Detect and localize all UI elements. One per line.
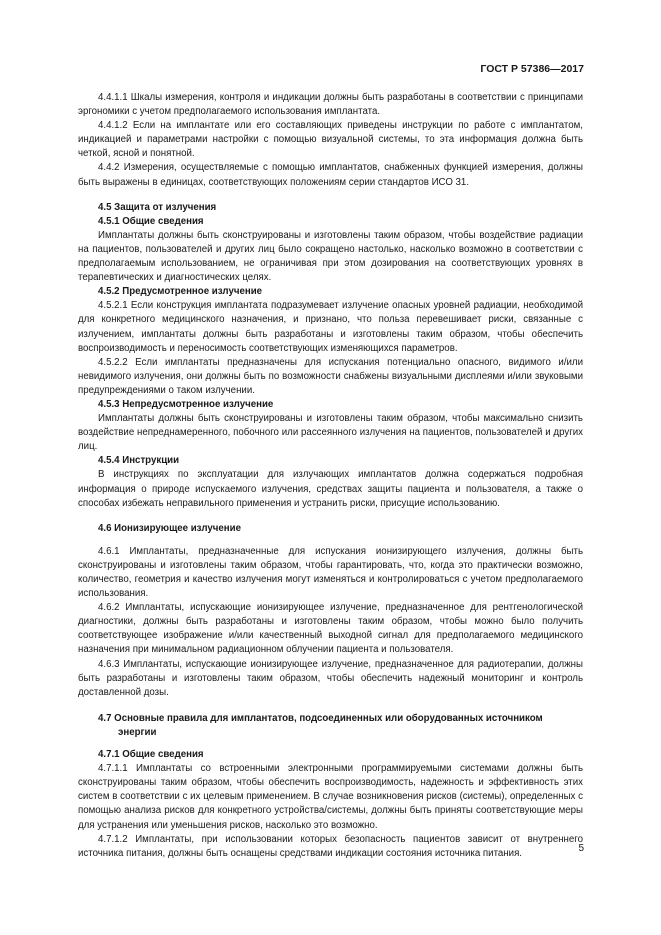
paragraph-4-5-2-2: 4.5.2.2 Если имплантаты предназначены для испускания потенциально опасного, видимого и/или невидимого излучения, они должны быть по возможности снабжены визуальными дисплеями и/или звуковыми предупреждениями о таком излучении. <box>78 356 583 396</box>
heading-4-7: 4.7 Основные правила для имплантатов, подсоединенных или оборудованных источником энергии <box>98 712 543 738</box>
heading-4-7-1: 4.7.1 Общие сведения <box>98 749 204 761</box>
heading-4-5-2: 4.5.2 Предусмотренное излучение <box>98 286 263 298</box>
heading-4-5-4: 4.5.4 Инструкции <box>98 455 180 467</box>
paragraph-4-5-2-1: 4.5.2.1 Если конструкция имплантата подразумевает излучение опасных уровней радиации, необходимой для конкретного медицинского назначения, и признано, что польза перевешивает риски, связанные с излучением, имплантаты должны быть разработаны и изготовлены таким образом, чтобы обеспечить воспроизводимость и переносимость соответствующих изменяющихся параметров. <box>78 300 583 354</box>
paragraph-4-4-1-1: 4.4.1.1 Шкалы измерения, контроля и индикации должны быть разработаны в соответствии с принципами эргономики с учетом предполагаемого использования имплантата. <box>78 92 583 118</box>
document-code: ГОСТ Р 57386—2017 <box>480 63 584 75</box>
heading-4-5-3: 4.5.3 Непредусмотренное излучение <box>98 398 274 410</box>
heading-4-5: 4.5 Защита от излучения <box>98 201 217 213</box>
paragraph-4-6-1: 4.6.1 Имплантаты, предназначенные для испускания ионизирующего излучения, должны быть сконструированы и изготовлены таким образом, чтобы гарантировать, что, когда это практически возможно, количество, геометрия и качество излучения могут изменяться и контролироваться с учетом предполагаемого использования. <box>78 545 583 600</box>
page-number: 5 <box>578 843 584 854</box>
paragraph-4-5-3: Имплантаты должны быть сконструированы и изготовлены таким образом, чтобы максимально снизить воздействие непреднамеренного, побочного или рассеянного излучения на пациентов, пользователей и других лиц. <box>78 413 583 453</box>
paragraph-4-6-3: 4.6.3 Имплантаты, испускающие ионизирующее излучение, предназначенное для радиотерапии, должны быть разработаны и изготовлены таким образом, чтобы обеспечить надежный мониторинг и контроль доставленной дозы. <box>78 658 583 698</box>
heading-4-6: 4.6 Ионизирующее излучение <box>98 522 241 534</box>
heading-4-5-1: 4.5.1 Общие сведения <box>98 215 204 227</box>
paragraph-4-5-4: В инструкциях по эксплуатации для излучающих имплантатов должна содержаться подробная информация о природе испускаемого излучения, средствах защиты пациента и пользователя, а также о способах избежать неправильного применения и устранить риски, присущие использованию. <box>78 469 583 509</box>
page-content <box>78 91 583 861</box>
paragraph-4-7-1-1: 4.7.1.1 Имплантаты со встроенными электронными программируемыми системами должны быть сконструированы таким образом, чтобы обеспечить воспроизводимость, надежность и эффективность этих систем в соответствии с их целевым применением. В случае возникновения рисков (системы), определенных с помощью анализа рисков для конкретного устройства/системы, должны быть приняты соответствующие меры для устранения или уменьшения рисков, насколько это возможно. <box>78 763 583 831</box>
paragraph-4-7-1-2: 4.7.1.2 Имплантаты, при использовании которых безопасность пациентов зависит от внутреннего источника питания, должны быть оснащены средствами индикации состояния источника питания. <box>78 833 583 859</box>
paragraph-4-6-2: 4.6.2 Имплантаты, испускающие ионизирующее излучение, предназначенное для рентгенологической диагностики, должны быть разработаны и изготовлены таким образом, чтобы можно было получить соответствующее изображение и/или качественный выходной сигнал для предполагаемого медицинского назначения при минимальном радиационном облучении пациента и пользователя. <box>78 602 583 656</box>
paragraph-4-5-1: Имплантаты должны быть сконструированы и изготовлены таким образом, чтобы воздействие радиации на пациентов, пользователей и других лиц было сокращено настолько, насколько возможно в соответствии с предполагаемым использованием, не ограничивая при этом дозирования на соответствующих уровнях в терапевтических и диагностических целях. <box>78 229 583 284</box>
paragraph-4-4-2: 4.4.2 Измерения, осуществляемые с помощью имплантатов, снабженных функцией измерения, должны быть выражены в единицах, соответствующих положениям серии стандартов ИСО 31. <box>78 162 583 188</box>
paragraph-4-4-1-2: 4.4.1.2 Если на имплантате или его составляющих приведены инструкции по работе с имплантатом, индикацией и параметрами настройки с помощью визуальной системы, то эта информация должна быть четкой, ясной и понятной. <box>78 120 583 160</box>
